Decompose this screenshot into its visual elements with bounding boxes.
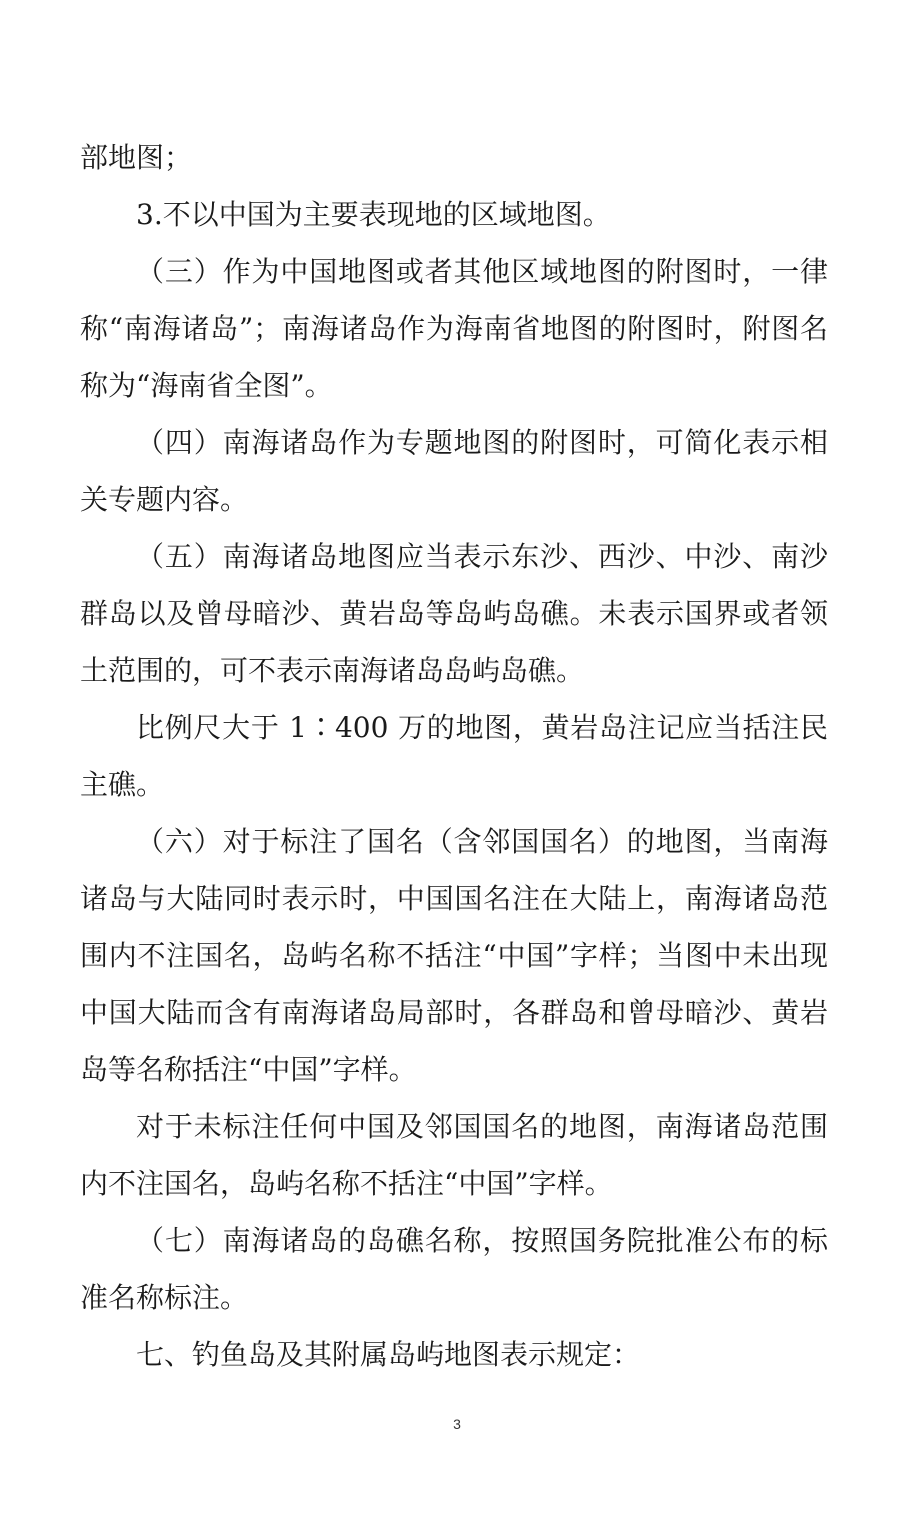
text-line: 称为“海南省全图”。 — [80, 369, 333, 402]
text-line: 3.不以中国为主要表现地的区域地图。 — [136, 198, 611, 231]
text-line: 准名称标注。 — [80, 1281, 249, 1314]
text-line: 群岛以及曾母暗沙、黄岩岛等岛屿岛礁。未表示国界或者领 — [80, 597, 828, 630]
text-line: 土范围的，可不表示南海诸岛岛屿岛礁。 — [80, 654, 585, 687]
text-line: 中国大陆而含有南海诸岛局部时，各群岛和曾母暗沙、黄岩 — [80, 996, 828, 1029]
text-line: 围内不注国名，岛屿名称不括注“中国”字样；当图中未出现 — [80, 939, 828, 972]
text-line: 比例尺大于 1∶400 万的地图，黄岩岛注记应当括注民 — [136, 711, 828, 744]
text-line: 称“南海诸岛”；南海诸岛作为海南省地图的附图时，附图名 — [80, 312, 828, 345]
text-line: 诸岛与大陆同时表示时，中国国名注在大陆上，南海诸岛范 — [80, 882, 828, 915]
text-line: 主礁。 — [80, 768, 165, 801]
page-number: 3 — [453, 1416, 461, 1432]
text-line: （四）南海诸岛作为专题地图的附图时，可简化表示相 — [136, 426, 828, 459]
text-line: （三）作为中国地图或者其他区域地图的附图时，一律 — [136, 255, 828, 288]
text-line: （七）南海诸岛的岛礁名称，按照国务院批准公布的标 — [136, 1224, 828, 1257]
text-line: 七、钓鱼岛及其附属岛屿地图表示规定： — [136, 1338, 641, 1371]
text-line: 关专题内容。 — [80, 483, 249, 516]
text-line: 内不注国名，岛屿名称不括注“中国”字样。 — [80, 1167, 613, 1200]
text-line: （六）对于标注了国名（含邻国国名）的地图，当南海 — [136, 825, 828, 858]
text-line: （五）南海诸岛地图应当表示东沙、西沙、中沙、南沙 — [136, 540, 828, 573]
text-line: 岛等名称括注“中国”字样。 — [80, 1053, 417, 1086]
text-line: 部地图； — [80, 141, 193, 174]
text-line: 对于未标注任何中国及邻国国名的地图，南海诸岛范围 — [136, 1110, 828, 1143]
